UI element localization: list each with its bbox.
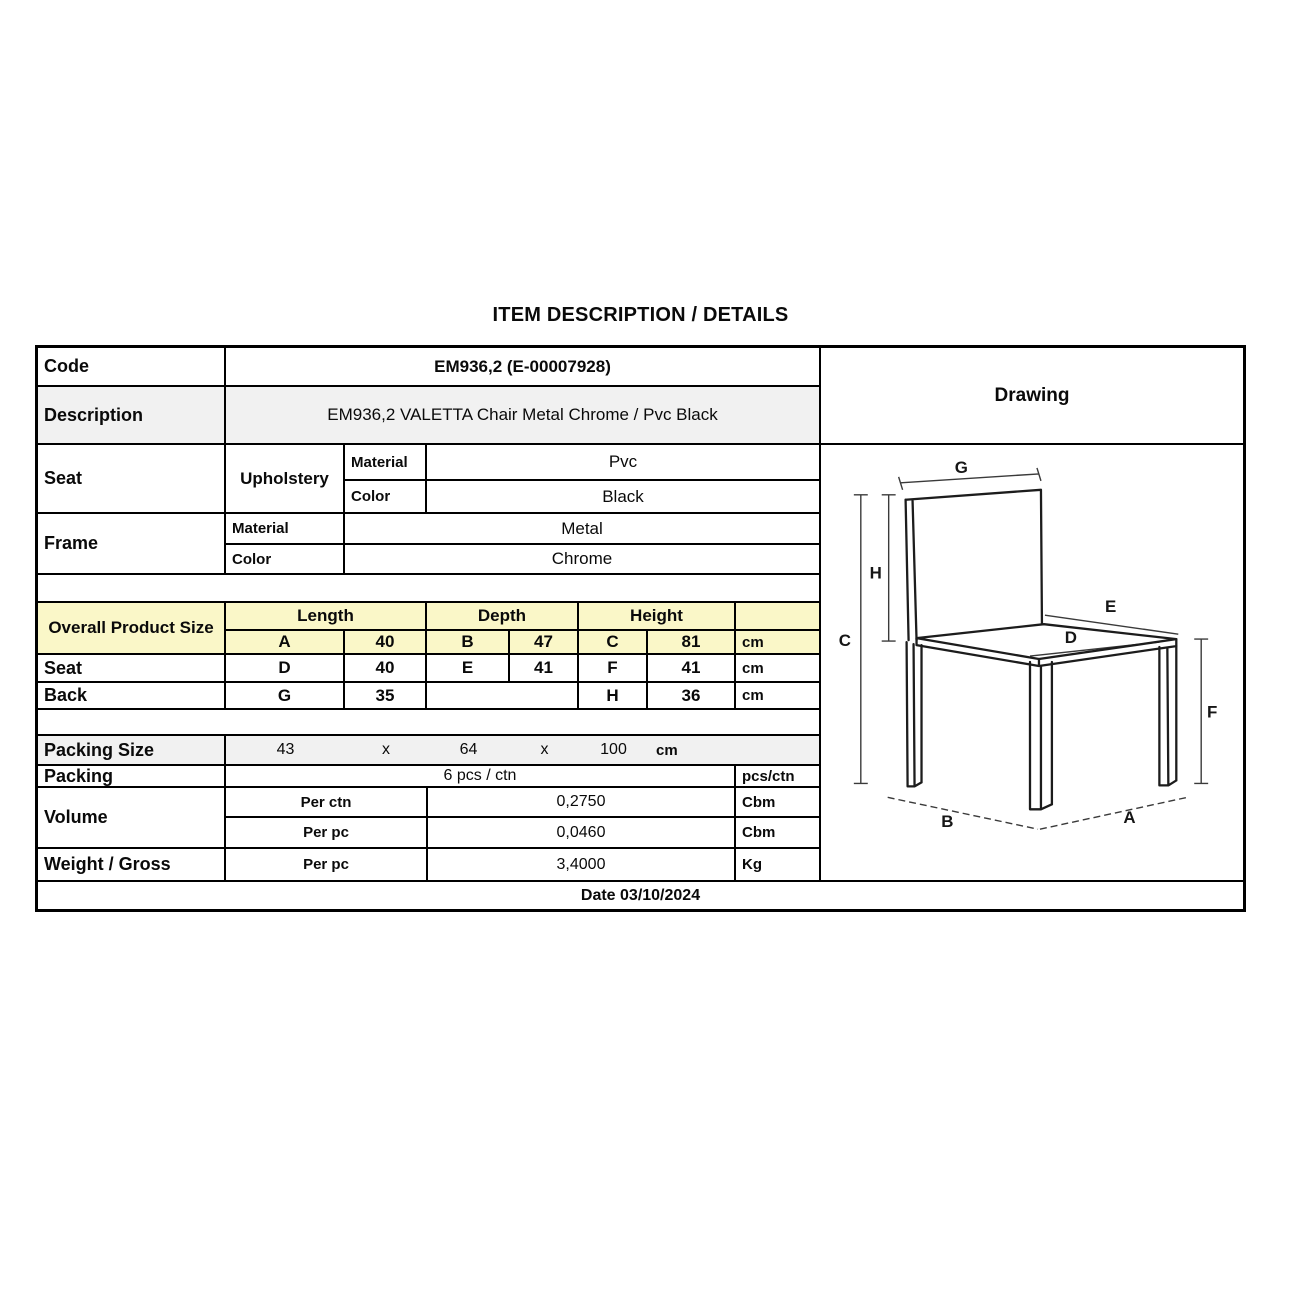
backrest-left-inner-edge xyxy=(913,501,917,640)
volume-per-ctn-value: 0,2750 xyxy=(428,788,736,818)
size-seat-key-d: D xyxy=(226,655,345,683)
seat-label: Seat xyxy=(38,445,226,514)
packing-size-label: Packing Size xyxy=(38,736,226,766)
leg-front xyxy=(1030,662,1052,809)
unit-header-empty xyxy=(736,603,821,631)
size-overall-key-b: B xyxy=(427,631,510,655)
chair-outline xyxy=(906,490,1177,809)
size-back-unit: cm xyxy=(736,683,821,710)
packing-size-v3: 100 xyxy=(600,741,627,758)
volume-per-pc-label: Per pc xyxy=(226,818,428,849)
size-overall-val-b: 47 xyxy=(510,631,579,655)
size-overall-val-c: 81 xyxy=(648,631,736,655)
height-header: Height xyxy=(579,603,736,631)
drawing-canvas xyxy=(821,445,1243,882)
seat-material-label: Material xyxy=(345,445,427,481)
packing-size-v1: 43 xyxy=(276,741,295,758)
weight-value: 3,4000 xyxy=(428,849,736,882)
size-back-key-h: H xyxy=(579,683,648,710)
volume-per-ctn-unit: Cbm xyxy=(736,788,821,818)
seat-color-label: Color xyxy=(345,481,427,514)
size-back-val-h: 36 xyxy=(648,683,736,710)
volume-per-pc-value: 0,0460 xyxy=(428,818,736,849)
packing-size-values xyxy=(226,736,821,766)
packing-size-unit: cm xyxy=(656,741,678,759)
dim-line-h xyxy=(882,495,896,641)
code-value: EM936,2 (E-00007928) xyxy=(226,348,821,387)
backrest-top-right-edge xyxy=(906,490,1042,624)
item-description-table xyxy=(35,345,1246,912)
weight-unit: Kg xyxy=(736,849,821,882)
size-back-label: Back xyxy=(38,683,226,710)
seat-color-value: Black xyxy=(427,481,821,514)
chair-drawing-svg xyxy=(821,445,1241,880)
packing-size-sep2: x xyxy=(540,741,549,758)
dim-label-f: F xyxy=(1206,702,1218,722)
code-label: Code xyxy=(38,348,226,387)
packing-unit: pcs/ctn xyxy=(736,766,821,788)
size-back-val-g: 35 xyxy=(345,683,427,710)
dim-label-h: H xyxy=(869,563,882,583)
packing-size-sep1: x xyxy=(382,741,390,758)
depth-header: Depth xyxy=(427,603,579,631)
size-overall-key-a: A xyxy=(226,631,345,655)
page-title: ITEM DESCRIPTION / DETAILS xyxy=(492,304,789,326)
dim-label-e: E xyxy=(1104,597,1117,617)
size-seat-key-e: E xyxy=(427,655,510,683)
weight-per-pc-label: Per pc xyxy=(226,849,428,882)
dim-line-b xyxy=(888,797,1038,832)
frame-material-label: Material xyxy=(226,514,345,545)
leg-right xyxy=(1159,646,1176,785)
frame-color-label: Color xyxy=(226,545,345,575)
overall-product-size-label: Overall Product Size xyxy=(38,603,226,655)
dim-label-c: C xyxy=(838,631,851,651)
packing-label: Packing xyxy=(38,766,226,788)
weight-label: Weight / Gross xyxy=(38,849,226,882)
packing-size-v2: 64 xyxy=(459,741,478,758)
dim-line-g xyxy=(899,468,1041,490)
leg-back-left xyxy=(907,642,922,786)
volume-per-ctn-label: Per ctn xyxy=(226,788,428,818)
dim-label-d: D xyxy=(1064,628,1077,648)
frame-color-value: Chrome xyxy=(345,545,821,575)
size-overall-key-c: C xyxy=(579,631,648,655)
dim-line-c xyxy=(854,495,868,784)
dim-label-a: A xyxy=(1123,808,1136,828)
description-value: EM936,2 VALETTA Chair Metal Chrome / Pvc Black xyxy=(226,387,821,445)
size-seat-val-d: 40 xyxy=(345,655,427,683)
seat-thickness xyxy=(917,638,1177,666)
drawing-header: Drawing xyxy=(821,348,1243,445)
description-label: Description xyxy=(38,387,226,445)
seat-material-value: Pvc xyxy=(427,445,821,481)
seat-upholstery-label: Upholstery xyxy=(226,445,345,514)
length-header: Length xyxy=(226,603,427,631)
frame-label: Frame xyxy=(38,514,226,575)
size-seat-val-f: 41 xyxy=(648,655,736,683)
spacer-row-2 xyxy=(38,710,821,736)
dim-label-g: G xyxy=(954,457,968,477)
size-back-key-g: G xyxy=(226,683,345,710)
size-seat-unit: cm xyxy=(736,655,821,683)
size-overall-unit: cm xyxy=(736,631,821,655)
volume-label: Volume xyxy=(38,788,226,849)
dim-label-b: B xyxy=(941,812,954,832)
frame-material-value: Metal xyxy=(345,514,821,545)
size-seat-label: Seat xyxy=(38,655,226,683)
date-row: Date 03/10/2024 xyxy=(580,886,701,904)
size-seat-key-f: F xyxy=(579,655,648,683)
size-overall-val-a: 40 xyxy=(345,631,427,655)
size-back-empty xyxy=(427,683,579,710)
packing-value: 6 pcs / ctn xyxy=(226,766,736,788)
spacer-row-1 xyxy=(38,575,821,603)
volume-per-pc-unit: Cbm xyxy=(736,818,821,849)
backrest-left-outer-edge xyxy=(906,500,909,640)
size-seat-val-e: 41 xyxy=(510,655,579,683)
dim-line-a xyxy=(1040,797,1187,829)
